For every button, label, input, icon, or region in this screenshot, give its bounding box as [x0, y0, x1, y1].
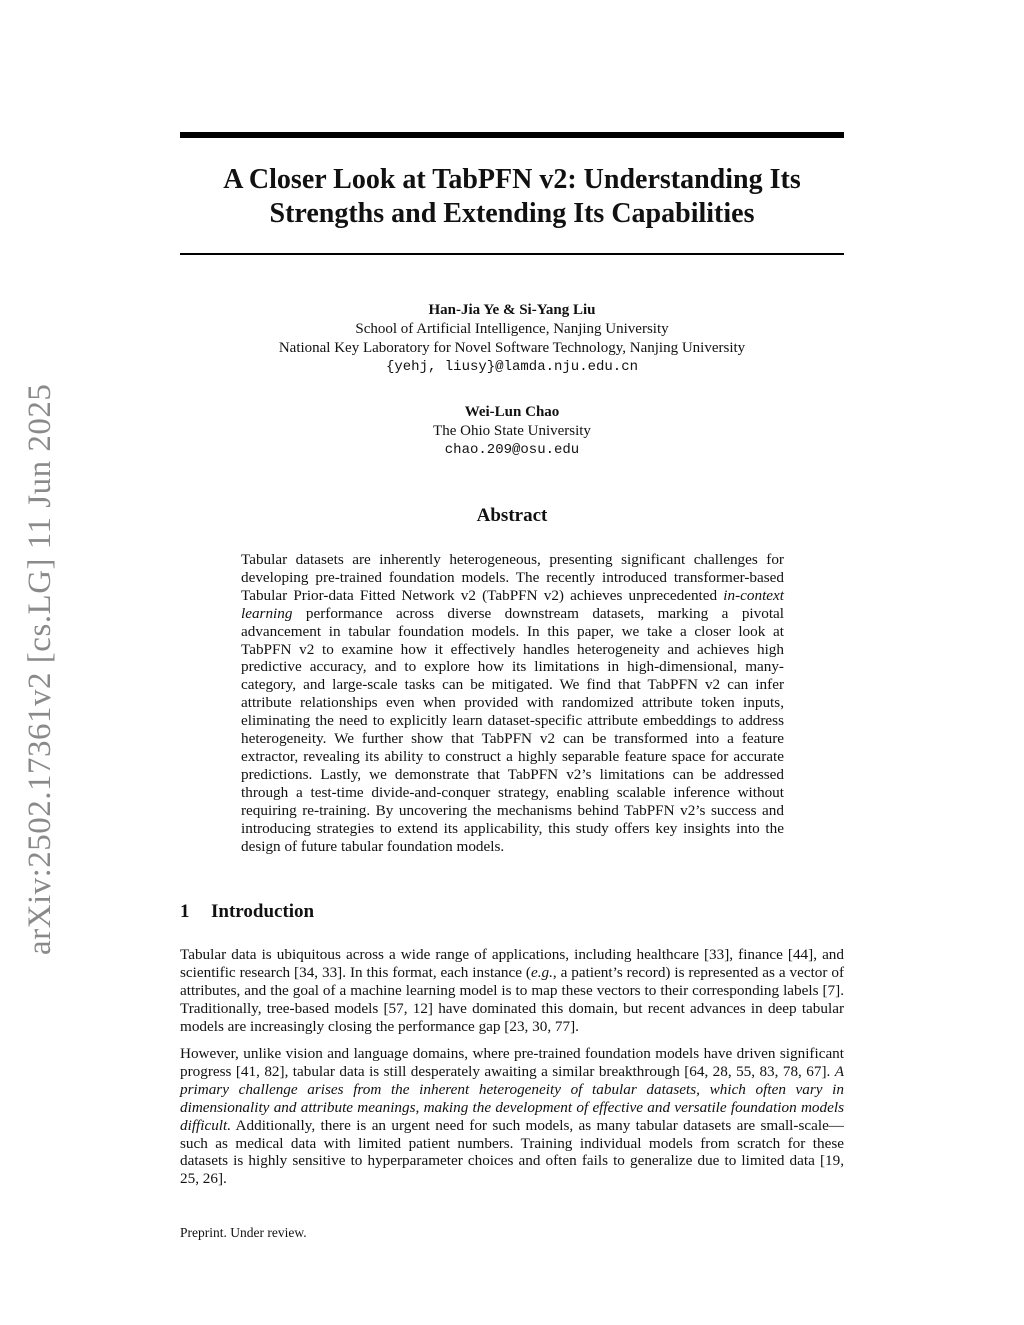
author-names: Han-Jia Ye & Si-Yang Liu: [428, 302, 596, 318]
footer-note: Preprint. Under review.: [180, 1225, 307, 1240]
paragraph-text: Tabular data is ubiquitous across a wide range of applications, including healthcare [33], finance [44], and scientific research [34, 33]. In this format, each instance (: [180, 946, 844, 981]
section-number: 1: [180, 901, 190, 922]
abstract-heading: Abstract: [476, 505, 548, 526]
abstract-text-part: performance across diverse downstream datasets, marking a pivotal advancement in tabular foundation models. In this paper, we take a closer look at TabPFN v2 to examine how it effectively handles heterogeneity and achieves high predictive accuracy, and to explore how its limitations in high-dimensional, many-category, and large-scale tasks can be mitigated. We find that TabPFN v2 can infer attribute relationships even when provided with randomized attribute token inputs, eliminating the need to explicitly learn dataset-specific attribute embeddings to address heterogeneity. We further show that TabPFN v2 can be transformed into a feature extractor, revealing its ability to construct a highly separable feature space for accurate predictions. Lastly, we demonstrate that TabPFN v2’s limitations can be addressed through a test-time divide-and-conquer strategy, enabling scalable inference without requiring re-training. By uncovering the mechanisms behind TabPFN v2’s success and introducing strategies to extend its applicability, this study offers key insights into the design of future tabular foundation models.: [241, 604, 784, 855]
title-line-1: A Closer Look at TabPFN v2: Understanding Its: [223, 164, 801, 195]
abstract-emphasis: in-context learning: [241, 586, 784, 622]
paper-title: [180, 163, 844, 231]
author-block-1: [180, 301, 844, 377]
paragraph-text: , a patient’s record) is represented as a vector of attributes, and the goal of a machine learning model is to map these vectors to their corresponding labels [7]. Traditionally, tree-based models [57, 12] have dominated this domain, but recent advances in deep tabular models are increasingly closing the performance gap [23, 30, 77].: [180, 963, 845, 1035]
title-rule-bottom: [180, 253, 844, 255]
paragraph-text: However, unlike vision and language domains, where pre-trained foundation models have driven significant progress [41, 82], tabular data is still desperately awaiting a similar breakthrough [64, 28, 55, 83, 78, 67].: [180, 1045, 844, 1080]
title-rule-top: [180, 132, 844, 138]
abstract-text: [241, 551, 784, 855]
section-title: Introduction: [211, 901, 315, 922]
arxiv-identifier-stamp: arXiv:2502.17361v2 [cs.LG] 11 Jun 2025: [22, 383, 58, 955]
author-email: {yehj, liusy}@lamda.nju.edu.cn: [385, 359, 639, 375]
intro-paragraph-1: [180, 946, 844, 1036]
section-heading-introduction: [180, 901, 314, 923]
paragraph-text: Additionally, there is an urgent need for such models, as many tabular datasets are small-scale—such as medical data with limited patient numbers. Training individual models from scratch for these datasets is highly sensitive to hyperparameter choices and often fails to generalize due to limited data [19, 25, 26].: [180, 1116, 844, 1188]
affiliation: School of Artificial Intelligence, Nanjing University: [355, 321, 669, 337]
author-block-2: [180, 403, 844, 460]
author-email: chao.209@osu.edu: [444, 442, 580, 458]
paragraph-emphasis: A primary challenge arises from the inherent heterogeneity of tabular datasets, which often vary in dimensionality and attribute meanings, making the development of effective and versatile foundation models difficult.: [180, 1062, 844, 1134]
intro-paragraph-2: [180, 1045, 844, 1188]
affiliation: The Ohio State University: [433, 423, 591, 439]
affiliation: National Key Laboratory for Novel Software Technology, Nanjing University: [278, 340, 746, 356]
author-names: Wei-Lun Chao: [464, 404, 560, 420]
paragraph-emphasis: e.g.: [530, 963, 553, 981]
title-line-2: Strengths and Extending Its Capabilities: [269, 198, 755, 229]
abstract-text-part: Tabular datasets are inherently heterogeneous, presenting significant challenges for developing pre-trained foundation models. The recently introduced transformer-based Tabular Prior-data Fitted Network v2 (TabPFN v2) achieves unprecedented: [241, 551, 784, 604]
